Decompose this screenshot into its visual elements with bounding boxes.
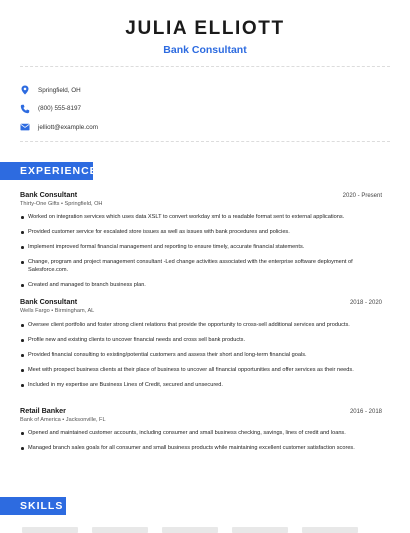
- candidate-title: Bank Consultant: [163, 44, 247, 56]
- bullet-item: Worked on integration services which uses data XSLT to convert workday xml to a readable format sent to external applications.: [20, 213, 380, 221]
- skills-section-header: SKILLS: [0, 497, 66, 515]
- job-entry: [20, 297, 382, 314]
- email-icon: [20, 122, 38, 132]
- candidate-name: JULIA ELLIOTT: [125, 18, 285, 39]
- contact-divider: [20, 141, 390, 142]
- job-company: Thirty-One Gifts • Springfield, OH: [20, 201, 103, 207]
- bullet-item: Meet with prospect business clients at their place of business to uncover all financial opportunities and offer services as their needs.: [20, 366, 380, 374]
- location-pin-icon: [20, 85, 38, 95]
- job-entry: [20, 190, 382, 207]
- skill-chip: [22, 527, 78, 533]
- job-dates: 2020 - Present: [342, 193, 382, 199]
- skills-list: [22, 527, 358, 533]
- bullet-item: Included in my expertise are Business Lines of Credit, secured and unsecured.: [20, 381, 380, 389]
- skill-chip: [162, 527, 218, 533]
- bullet-item: Change, program and project management consultant -Led change activities associated with the enterprise software deployment of Salesforce.com.: [20, 258, 380, 274]
- contact-phone: [20, 100, 98, 118]
- bullet-item: Profile new and existing clients to uncover financial needs and cross sell bank products.: [20, 336, 380, 344]
- skill-chip: [232, 527, 288, 533]
- contact-location-text: Springfield, OH: [38, 86, 81, 94]
- job-dates: 2016 - 2018: [349, 409, 382, 415]
- bullet-item: Oversee client portfolio and foster strong client relations that provide the opportunity to cross-sell additional services and products.: [20, 321, 380, 329]
- job-bullets: [20, 429, 380, 452]
- contact-phone-text: (800) 555-8197: [38, 105, 82, 112]
- contact-email: [20, 118, 98, 136]
- skill-chip: [92, 527, 148, 533]
- bullet-item: Provided financial consulting to existing/potential customers and assess their short and long-term financial goals.: [20, 351, 380, 359]
- bullet-item: Opened and maintained customer accounts, including consumer and small business checking, savings, lines of credit and loans.: [20, 429, 380, 437]
- header-divider: [20, 66, 390, 67]
- contact-list: [20, 81, 98, 137]
- job-entry: [20, 406, 382, 423]
- job-title: Retail Banker: [20, 406, 66, 415]
- job-dates: 2018 - 2020: [349, 300, 382, 306]
- experience-section-header: EXPERIENCE: [0, 162, 93, 180]
- job-company: Bank of America • Jacksonville, FL: [20, 417, 106, 423]
- bullet-item: Managed branch sales goals for all consumer and small business products while maintaining excellent customer satisfaction scores.: [20, 444, 380, 452]
- resume-header: [0, 18, 410, 56]
- contact-location: [20, 81, 98, 99]
- skill-chip: [302, 527, 358, 533]
- bullet-item: Provided customer service for escalated store issues as well as issues with bank procedures and policies.: [20, 228, 380, 236]
- bullet-item: Created and managed to branch business plan.: [20, 281, 380, 289]
- job-title: Bank Consultant: [20, 190, 78, 199]
- job-bullets: [20, 321, 380, 389]
- job-title: Bank Consultant: [20, 297, 78, 306]
- phone-icon: [20, 104, 38, 114]
- job-company: Wells Fargo • Birmingham, AL: [20, 308, 95, 314]
- bullet-item: Implement improved formal financial management and reporting to ensure timely, accurate financial statements.: [20, 243, 380, 251]
- job-bullets: [20, 213, 380, 289]
- contact-email-text: jelliott@example.com: [38, 123, 98, 131]
